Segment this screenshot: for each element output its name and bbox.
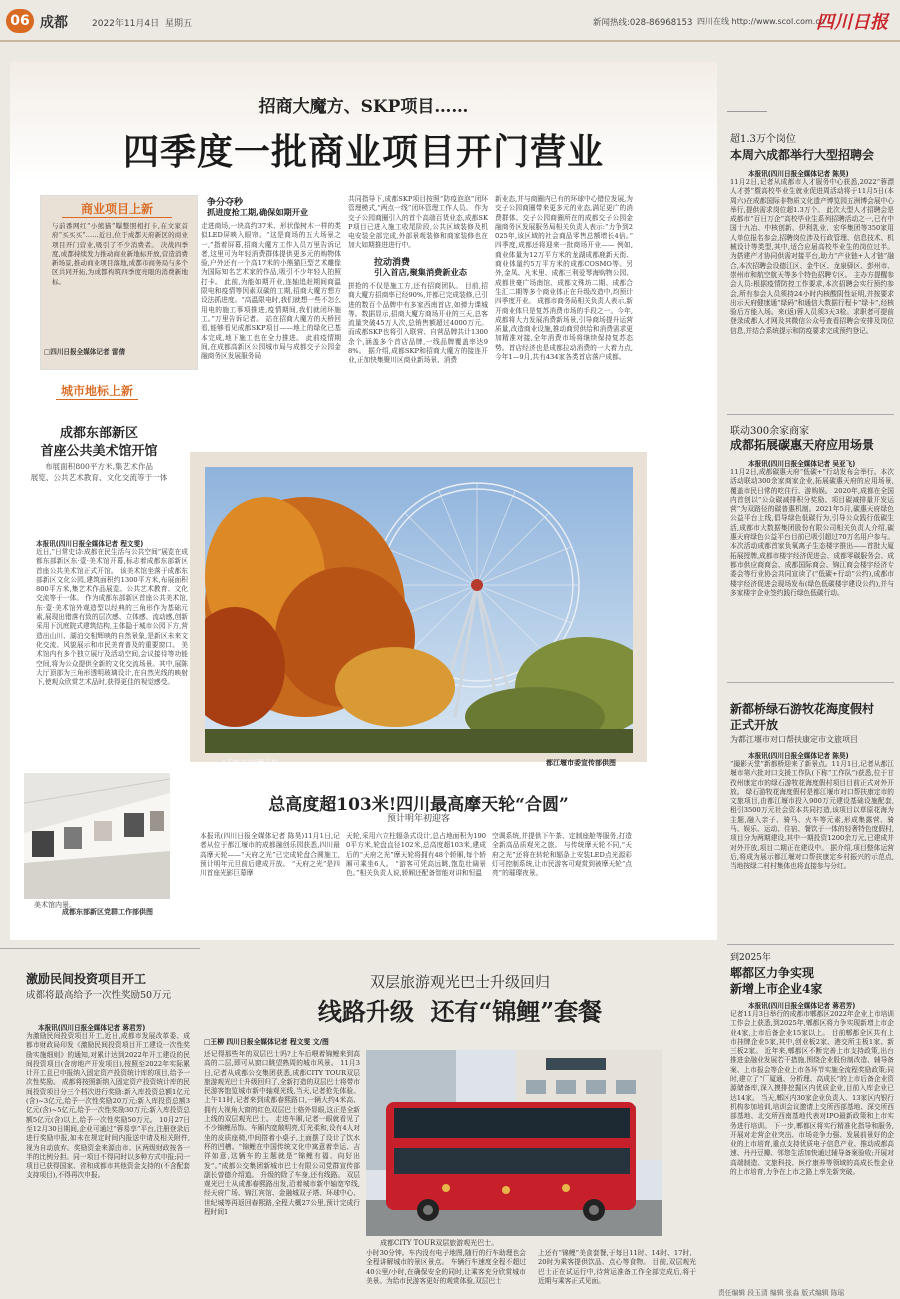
lead-kicker: 招商大魔方、SKP项目…… [258,97,469,117]
ferris-col2: 天轮,采用六立柱辐条式设计,总占地面积为1900平方米,轮盘直径102米,总高度超103米,建成后的“天府之光”摩天轮将拥有48个轿厢,每个轿厢可乘坐6人。 “游客可凭高远眺,饱览壮阔景色。”相关负责人说,轿厢还配备智能对讲和恒温 [346,832,486,878]
museum-sub-b: 展览、公共艺术教育、文化交流等于一体 [30,473,168,482]
museum-title-a: 成都东部新区 [59,426,138,441]
bus-photo [366,1050,662,1236]
section-name: 成都 [40,15,68,31]
lead-col4-text: 新业态,并与商圈内已有的环球中心错位发展,为交子公园商圈带来更多元的业态,满足更广的消费群体。交子公园商圈所在的成都交子公园金融商务区发展服务局相关负责人表示:“力争到2025年,该区域的社会商品零售总额增长4倍。” 四季度,成都还将迎来一批商场开业—— 例如,商业体量为12万平方米的龙湖成都鹿新天街、商业体量约5万平方米的成都COSMO等。另外,金凤、凡米里、成都三利爱琴海购物公园、成都世豪广场南馆、成都文殊坊二期、成都合生汇二期等多个商业体正在升级改造中,均预计四季度开业。 成都市商务局相关负责人表示,新开商业体只是复苏消费市场的手段之一。今年,成都将大力发展消费新场景,引导商场提升运营质量,改造商业设施,推动商贸供给和消费需求更加精准对接,全年消费市场将继续保持复苏态势。首店经济也是成都拉动消费的一大着力点,今年1—9月,共有434家各类首店落户成都。 [495,195,633,362]
ferris-photo-caption: “天府之光”摩天轮。 [222,759,286,767]
bus-kicker: 双层旅游观光巴士升级回归 [369,973,550,991]
carbon-text: 11月2日,成都碳惠天府“低碳+”行动发布会举行。本次活动联动300余家商家企业,拓展碳惠天府的应用场景,覆盖市民日常的吃住行、游购娱。 2020年,成都在全国内首创以“公众碳减排积分奖励、项目碳减排量开发运营”为双路径的碳普惠机制。2021年5月,碳惠天府绿色公益平台上线,倡导绿色低碳行为,引导公众践行低碳生活,成都市大数据集团股份有限公司相关负责人介绍,碳惠天府绿色公益平台目前已吸引超过70万名用户参与。 本次活动成都首家负氧离子生态楼字推出——首批大厦拓展授牌,成都市楼宇经济促进会、成都零碳服务会、成都市供应商商会、成都国际商会、锦江商会楼宇经济专委会等行业协会共同宣读了(“低碳+行动”公约),成都市楼宇经济促进会现场发布(绿色低碳楼宇建设公约),并与多家楼宇企业签约践行绿色低碳行动。 [730,468,894,597]
carbon-byline: 本报讯(四川日报全媒体记者 吴亚飞) [748,460,856,468]
invest-text: 为激励民间投资项目开工,近日,成都市发展改革委、成都市财政局印发《激励民间投资项目开工建设一次性奖励实施细则》的通知,对累计达到2022年开工建设的民间投资项目(含房地产开发项目),按照至2022年实际累计开工且已申报纳入固定资产投资统计库的项目,给予一次性奖励。 成都将按照新纳入固定资产投资统计库的民间投资项目分三个档次进行奖励:新入库投资总额1亿元(含)~3亿元,给予一次性奖励20万元;新入库投资总额3亿元(含)~5亿元,给予一次性奖励30万元;新入库投资总额5亿元(含)以上,给予一次性奖励50万元。 10月27日至12月30日期间,企业可通过“蓉易享”平台,注册登录后进行奖励申报,如未在规定时间内报送申请及相关附件,视为自动放弃。奖励资金来源由市、区两级财政按各一半的比例分担。同一项目不得同时以多种方式申报;同一项目已获得国家、省和成都市其他资金支持的(不含配套支持项目),不得再次申报。 [26,1032,190,1180]
bus-byline: □王柳 四川日报全媒体记者 程文雯 文/图 [204,1038,329,1046]
bus-headline-a: 线路升级 [317,997,414,1026]
jobs-text: 11月2日,记者从成都市人才服务中心获悉,2022“蓉漂人才荟”暨高校毕业生就业促进周活动将于11月5日(本周六)在成都国际非物质文化遗产博览园五洲博会展中心举行,提供需求岗位超1.3万个。 此次大型人才招聘会是成都市“百日万企”高校毕业生系列招聘活动之一,已有中国十九冶、中核创新、伊利乳业、宏华集团等350家用人单位报名参会,招聘岗位涉及行政管理、信息技术、机械设计等类型,其中,适合应届高校毕业生的岗位过半。 为搭建产才协同供需对接平台,助力“产业链+人才链”融合,本次招聘会设德江区、金牛区、龙泉驿区、彭州市、崇州市和航空航天等多个特色招聘专区。 主办方提醒参会人员:根据疫情防控工作要求,本次招聘会实行预约参会,所有参会人员须持24小时内核酸阴性证明,并按要求出示天府健康通“绿码”和通信大数据行程卡“绿卡”,经核验后方能入场。来(返)蓉人员须3天3检。求职者可提前登录成都人才网及其微信公众号查看招聘会安排及岗位信息,并结合系统提示和防疫要求完成预约登记。 [730,178,894,335]
lead-intro: 与前番网红“小熊猫”曝整照相打卡,在文家首府“买买买”……近日,位于成都天府新区的商业项目开门营业,吸引了不少消费者。 决战四季度,成都持续发力推动商业新地标开放,营造消费新场景,推动商业项目落地,成都市商务局与多个区共同开拓,为成都构筑四季度亮眼的消费新地标。 [52,222,188,286]
park-title-a: 新都桥绿石游牧花海度假村 [730,702,875,716]
right-column-marker [727,98,767,112]
museum-sub-a: 布展面积800平方米,集艺术作品 [44,462,154,471]
invest-byline: 本报讯(四川日报全媒体记者 蒋君芳) [38,1024,146,1032]
enterprise-text: 记者11月3日举行的成都市郫都区2022年企业上市培训工作会上获悉,到2025年,郫都区将力争实现新增上市企业4家,上市后备企业15家以上。 目前郫都全区共有上市挂牌企业5家,其中,创业板2家、港交所主板1家、新三板2家。 近年来,郫都区不断完善上市支持政策,出台推进金融业发展若干措施,围绕企业股份制改造、辅导备案、上市报会等企业上市各环节实施全流程奖励政策;同时,建立了“厂厦通、分析理、高成长”的上市后备企业资源储备库,深入摸排挖掘区内优质企业,目前入库企业已达14家。 当天,郫区内30家企业负责人、13家区内银行机构参加培训,培训会议邀请上交所西部基地、深交所西部基地、北交所西南基地代表对IPO最新政策和上市实务进行培训。 下一步,郫都区将实行精准化指导和服务,开展对走营企业突出、市场竞争力强、发展前景好的企业的上市培育,重点支持优质电子信息产业、推动成都高速、丹丹豆瓣、邻您生活加快通过辅导备案验收;开展对高端制造、文旅科技、医疗康养等领域的高成长性企业的上市培育,力争在上市之路上率先新突破。 [730,1010,894,1177]
carbon-kicker: 联动300余家商家 [730,426,810,437]
sec1-title-a: 争分夺秒 [207,198,244,208]
bus-photo-caption: 成都CITY TOUR双层旅游观光巴士。 [380,1239,499,1247]
park-byline: 本报讯(四川日报全媒体记者 陈昊) [748,752,849,760]
sec1-title-b: 抓进度抢工期,确保如期开业 [207,207,309,217]
page-header [0,0,900,40]
invest-title: 激励民间投资项目开工 [26,972,147,986]
hotline: 新闻热线:028-86968153 [593,18,693,28]
divider [727,944,894,945]
enterprise-byline: 本报讯(四川日报全媒体记者 蒋君芳) [748,1002,856,1010]
bus-headline-b: 还有“锦鲤”套餐 [430,997,603,1026]
tag-business: 商业项目上新 [62,200,172,218]
jobs-title: 本周六成都举行大型招聘会 [730,148,875,162]
ferris-col1: 本报讯(四川日报全媒体记者 陈昊)11月1日,记者从位于都江堰市的成都融创乐园获悉,四川最高摩天轮——“天府之光”已完成轮盘合圆施工,预计明年元旦前后建成开放。 “天府之光”是四川首座光影巨幕摩 [200,832,340,878]
museum-text: 近日,“日常史诗:成都在民生活与公共空间”展览在成都东部新区东·壹·美术馆开幕,标志着成都东部新区首座公共美术馆正式开馆。 该美术馆坐落于成都东部新区文化公园,建筑面积约1300平方米,布展面积800平方米,集艺术作品展览、公共艺术教育、文化交流等于一体。 作为成都东部新区首座公共美术馆,东·壹·美术馆外观造型以经典的三角形作为基础元素,展现出错落有致的层次感、立体感、流动感,创新采用下沉庭院式建筑结构,主体隐于城市公园下方,营造出山川、湖泊交相辉映的自然景象,是新区未来文化交流、风貌展示和市民美育普及的重要窗口。 美术馆内有多个独立展厅及活动空间,会议接待等功能空间,将为公众提供全新的文化交流场景。其中,展陈大厅顶部为三角形透明玻璃设计,在自然光线的映射下,使观众欣赏艺术品时,获得更佳的视觉感受。 [36,548,188,687]
header-rule [0,40,900,42]
enterprise-title-b: 新增上市企业4家 [730,982,823,996]
museum-photo-credit: 成都东部新区党群工作部供图 [62,908,153,916]
bus-headline [200,992,720,1027]
ferris-col3: 空调系统,并提供下午茶、定制座舱等服务,打造全新高品质观光之旅。 与传统摩天轮不同,“天府之光”还将在转轮和辐条上安装LED点光源彩灯可控制系统,让市民游客可观赏到被摩天轮“点亮”的璀璨夜景。 [492,832,632,878]
lead-col3-text2: 拼抢的不仅是施工方,还有招商团队。 目前,招商大魔方招商率已经90%,并都已完成装修,已引进的数百个品牌中有多家西南首店,如弹力课城等。数据显示,招商大魔方商场开业的三天,总客流量突破45万人次,总销售额超过4000万元。 而成都SKP也将引入联营、自营品牌共计1300余个,涵盖多个首店品牌,一线品牌覆盖率达98%。 据介绍,成都SKP和招商大魔方的接连开业,正加快集聚川区商业新场景、消费 [348,282,488,365]
sec2-title-a: 拉动消费 [374,258,411,268]
invest-sub: 成都将最高给予一次性奖励50万元 [26,990,172,1001]
ferris-photo [205,467,633,753]
ferris-headline: 总高度超103米!四川最高摩天轮“合圆” [268,795,569,815]
museum-byline: 本报讯(四川日报全媒体记者 程文雯) [36,540,144,548]
newspaper-logo: 四川日报 [816,12,888,33]
issue-date: 2022年11月4日 [92,19,160,29]
jobs-byline: 本报讯(四川日报全媒体记者 陈昊) [748,170,849,178]
jobs-kicker: 超1.3万个岗位 [730,134,796,145]
museum-photo-caption: 美术馆内景。 [34,901,76,909]
enterprise-title-a: 郫都区力争实现 [730,966,815,980]
sec2-title-b: 引入首店,聚集消费新业态 [374,267,467,277]
carbon-title: 成都拓展碳惠天府应用场景 [730,438,875,452]
page-number: 06 [6,9,34,33]
park-sub: 为都江堰市对口帮扶康定市文旅项目 [730,735,858,744]
enterprise-kicker: 到2025年 [730,953,771,963]
tag-landmark: 城市地标上新 [56,382,138,400]
lead-byline: □四川日报全媒体记者 雷倩 [44,348,126,356]
lead-col3-text: 共同指导下,成都SKP项目按照“防疫泡泡”闭环管理模式,“两点一线”闭环管理工作人员。 作为交子公园商圈引入的首个高端百货业态,成都SKP项目已进入施工收尾阶段,公共区域装修及机电安装全部完成,外部景观装修和商家装修也在加大如期推进进行中。 [348,195,488,250]
lead-col2-text: 走进商场,一块高约37米、形状像树木一样的类似LED屏映入眼帘。“这是商场的五大场景之一,”指着屏幕,招商大魔方工作人员万里告诉记者,这里可为年轻消费群体提供更多元的购物体验,户外还有一个高17米的小熊猫巨型艺术雕像为国际知名艺术家的作品,吸引不少年轻人拍照打卡。 此前,为能如期开业,连轴追赶期间商温限电和疫情等因素双碳的工期,招商大魔方想方设法抓进度。“高温限电时,我们就想一些不怎么用电的施工事项推进,疫情期间,我们就闭环施工。”万里告诉记者。 站在招商大魔方的天桥回看,能够看见成都SKP项目——地上的绿化已基本完成,地下施工也在全力推进。 此前疫情期间,在成都高新区公园城市局与成都交子公园金融商务区发展服务局 [201,222,341,361]
lead-headline: 四季度一批商业项目开门营业 [122,131,604,173]
ferris-sub: 预计明年初迎客 [386,814,450,824]
museum-title-b: 首座公共美术馆开馆 [40,444,158,459]
website: 四川在线 http://www.scol.com.cn [697,17,825,26]
bus-col1: 还记得那些年的双层巴士吗?上车后喂着锦鲤来到高高的二层,即可从窗口眺望熟周的城市风景。 11月3日,记者从成都公交集团获悉,成都CITY TOUR双层旅游观光巴士升级回归了,全新打造的双层巴士将带市民游客饱览城市新中轴观光线,当天,记者抢先体验。 上午11时,记者来到成都春熙路口,一辆大约4米高、拥有大视角大窗的红色双层巴士格外显眼,这正是全新上线的双层观光巴士。 走进车厢,记者一眼就看见了不少锦鲤吊饰。车厢内宽敞明亮,灯光柔和,设有4人对坐的皮质座椅,中间搭着小桌子,上面摆了设计了饮水杯的凹槽。“锦鲤在中国传统文化中寓意着幸运、吉祥如意,这辆车的主题就是“锦鲤有福、向好出发”。”成都公交集团新城市巴士有限公司党群宣传部副长曾德介绍道。 升级的除了车身,还有线路。 双层观光巴士从成都春熙路出发,沿着城市新中轴宽窄线,经天府广场、锦江宾馆、金融城双子塔、环球中心、世纪城等再返回春熙路,全程大概27公里,预计完成行程时间1 [204,1050,360,1217]
museum-photo [24,773,170,899]
ferris-photo-credit: 都江堰市委宣传部供图 [546,759,616,767]
bus-col3: 上还有“锦鲤”美食套餐,于每日11时、14时、17时、20时为乘客提供饮品、点心等食物。 目前,双层观光巴士正在试运行中,待营运准备工作全部完成后,将于近期与乘客正式见面。 [538,1249,696,1285]
footer-editors: 责任编辑 段玉清 编辑 张淼 版式编辑 陈瑶 [718,1289,845,1297]
divider [727,682,894,683]
divider [727,414,894,415]
bus-col2: 小时30分钟。车内没有电子地图,随行的行车助理也会全程讲解城市的景区景点。 车辆行车速度全程不超过40公里/小时,在确保安全的同时,让乘客充分欣赏城市美景。为给市民游客更好的观赏体验,双层巴士 [366,1249,526,1285]
weekday: 星期五 [165,19,193,29]
park-title-b: 正式开放 [730,718,779,732]
divider [0,948,200,949]
park-text: “撮影天堂”新都桥迎来了新景点。11月1日,记者从都江堰市第六批对口支援工作队(下称“工作队”)获悉,位于甘孜州康定市的绿石游牧花海度假村项目目前正式对外开放。 绿石游牧花海度假村是都江堰市对口帮扶康定市的文旅项目,由都江堰市投入900万元建设基础设施配套,租引3500万元社会资本共同打造,该项目以草原花海为主题,融入亲子、骑马、火车等元素,形成集露营、骑马、娱乐、运动、住宿、餐饮于一体的轻奢特色度假村,项目分为两期建设,其中一期投资1200余万元,已建成并对外开放,项目二期正在建设中。 据介绍,项目整体运营后,将成为展示都江堰对口帮扶康定乡村振兴的示范点,当地按绿二村村集体也将直接参与分红。 [730,760,894,871]
